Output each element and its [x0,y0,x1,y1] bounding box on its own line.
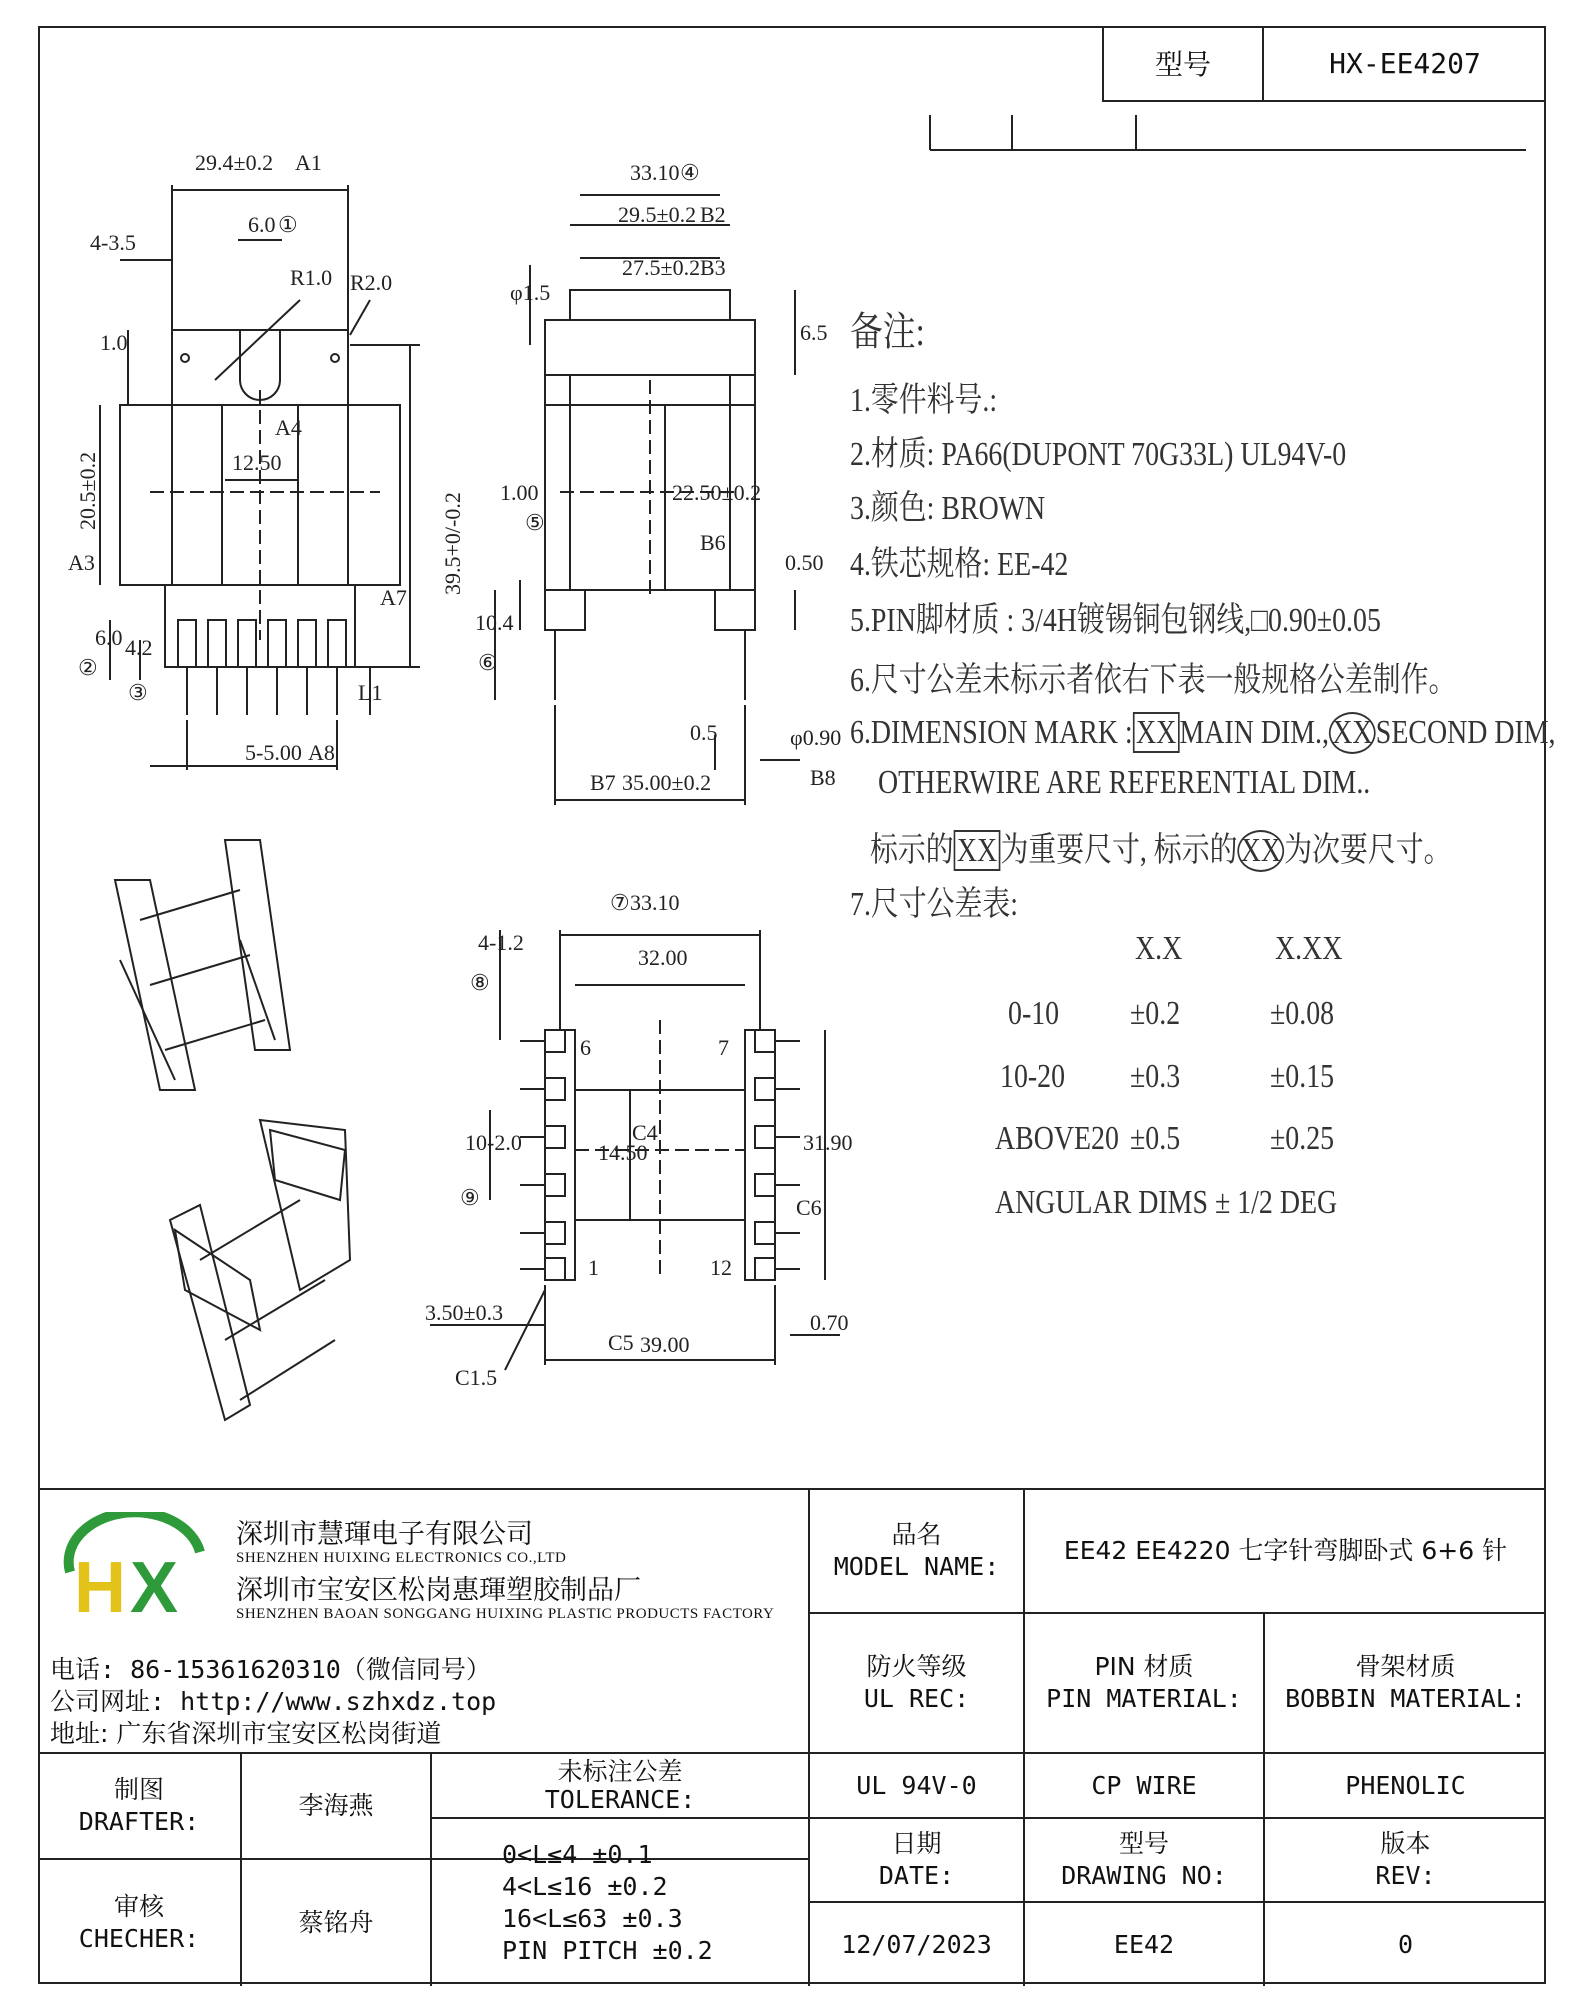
dim-20-5: 20.5±0.2 [75,451,100,530]
tol-header-xx: X.X [1135,930,1183,967]
note-6: 6.尺寸公差未标示者依右下表一般规格公差制作。 [850,662,1457,699]
note-2: 2.材质: PA66(DUPONT 70G33L) UL94V-0 [850,436,1347,473]
dim-l1: L1 [358,680,383,705]
dim-39-00: 39.00 [640,1332,690,1357]
tol-line-4: PIN PITCH ±0.2 [502,1935,713,1965]
dim-a1: A1 [295,150,322,175]
dim-c5b: C5 [608,1330,634,1355]
logo-x: X [130,1548,179,1622]
dim-27-5: 27.5±0.2 [622,255,701,280]
dim-b3: B3 [700,255,726,280]
note-6-en [850,712,1555,754]
drawing-no-label-cn: 型号 [1118,1829,1169,1858]
model-name-label [810,1490,1023,1612]
pin-7: 7 [718,1035,729,1060]
iso-view-1 [115,840,290,1090]
model-name-label-en: MODEL NAME: [833,1552,1000,1581]
drawing-no-label [1025,1819,1263,1901]
tol-row-3-xxx: ±0.25 [1270,1120,1335,1157]
dim-c8: ⑧ [470,970,490,995]
bobbin-label-en: BOBBIN MATERIAL: [1285,1684,1526,1713]
date-value: 12/07/2023 [841,1929,992,1959]
date-label-en: DATE: [878,1861,955,1890]
dim-phi1-5: φ1.5 [510,280,551,305]
dim-r1: R1.0 [290,265,333,290]
dim-5-5: 5-5.00 [245,740,302,765]
dim-c1: ① [278,212,298,237]
note-6-cn-c: 为次要尺寸。 [1284,832,1452,869]
second-dim-circle: XX [1329,712,1376,754]
bobbin-value: PHENOLIC [1345,1770,1466,1800]
dim-33-10b: 33.10 [630,890,680,915]
dim-a3: A3 [68,550,95,575]
dim-c1-5: C1.5 [455,1365,498,1390]
company-cn: 深圳市慧琿电子有限公司 [236,1519,533,1550]
note-7: 7.尺寸公差表: [850,886,1019,923]
factory-cn: 深圳市宝安区松岗惠琿塑胶制品厂 [236,1575,641,1606]
tol-header-xxx: X.XX [1275,930,1343,967]
checker-label-en: CHECHER: [78,1924,200,1953]
dim-10-2: 10-2.0 [465,1130,522,1155]
dim-29-4: 29.4±0.2 [195,150,274,175]
dim-29-5: 29.5±0.2 [618,202,697,227]
pin-value: CP WIRE [1091,1770,1197,1800]
tol-line-3: 16<L≤63 ±0.3 [502,1903,683,1933]
dim-c7: ⑦ [610,890,630,915]
note-3: 3.颜色: BROWN [850,490,1046,527]
note-4: 4.铁芯规格: EE-42 [850,546,1069,583]
tol-row-3-range: ABOVE20 [995,1120,1119,1157]
dim-c9: ⑨ [460,1185,480,1210]
bobbin-label-cn: 骨架材质 [1355,1652,1456,1681]
website: 公司网址: http://www.szhxdz.top [50,1687,497,1716]
dim-c6b: C6 [796,1195,822,1220]
tol-angular: ANGULAR DIMS ± 1/2 DEG [995,1184,1338,1221]
checker-name: 蔡铭舟 [298,1908,374,1937]
tol-row-2-xx: ±0.3 [1130,1058,1181,1095]
dim-39-5: 39.5+0/-0.2 [440,492,465,595]
model-name-text: EE42 EE4220 七字针弯脚卧式 6+6 针 [1063,1536,1508,1565]
dim-1-0: 1.0 [100,330,128,355]
model-header-label: 型号 [1104,26,1264,100]
note-1: 1.零件料号.: [850,382,998,419]
ul-label-en: UL REC: [863,1684,970,1713]
note-6-en-b: MAIN DIM., [1179,714,1329,751]
rev-label-cn: 版本 [1380,1829,1431,1858]
tolerance-label [432,1754,808,1817]
date-label [810,1819,1023,1901]
company-en: SHENZHEN HUIXING ELECTRONICS CO.,LTD [236,1550,567,1566]
rev-label [1265,1819,1546,1901]
drawing-no-value: EE42 [1113,1929,1175,1959]
model-name-value [1025,1490,1546,1612]
dim-0-70: 0.70 [810,1310,849,1335]
tol-row-3-xx: ±0.5 [1130,1120,1181,1157]
note-6-cn-b: 为重要尺寸, 标示的 [1000,832,1238,869]
tol-row-1-xxx: ±0.08 [1270,995,1335,1032]
pin-1: 1 [588,1255,599,1280]
dim-33-10: 33.10 [630,160,680,185]
dim-6-0: 6.0 [248,212,276,237]
tol-line-1: 0<L≤4 ±0.1 [502,1839,653,1869]
bobbin-material-label [1265,1614,1546,1752]
date-label-cn: 日期 [891,1829,942,1858]
drawing-no-label-en: DRAWING NO: [1061,1861,1227,1890]
note-6-cn-a: 标示的 [870,832,954,869]
address: 地址: 广东省深圳市宝安区松岗街道 [50,1719,442,1748]
drafter-label-cn: 制图 [113,1775,164,1804]
ul-label-cn: 防火等级 [866,1652,967,1681]
dim-6-0b: 6.0 [95,625,123,650]
dim-1-00: 1.00 [500,480,539,505]
tol-row-1-range: 0-10 [1008,995,1060,1032]
dim-c5: ⑤ [525,510,545,535]
checker-label-cn: 审核 [113,1892,164,1921]
dim-10-4: 10.4 [475,610,514,635]
dim-c6: ⑥ [478,650,498,675]
tolerance-label-en: TOLERANCE: [544,1784,696,1814]
note-6-en-c: SECOND DIM, [1375,714,1556,751]
dim-b7: B7 [590,770,616,795]
tolerance-label-cn: 未标注公差 [557,1756,683,1786]
dim-31-90: 31.90 [803,1130,853,1155]
dim-c2: ② [78,655,98,680]
model-name-label-cn: 品名 [891,1520,942,1549]
drafter-label [38,1754,240,1858]
model-header-value: HX-EE4207 [1329,46,1481,80]
dim-a4: A4 [275,415,302,440]
main-dim-box: XX [1133,712,1180,753]
note-6-en-a: 6.DIMENSION MARK : [850,714,1133,751]
iso-view-2 [170,1120,350,1420]
dim-b8: B8 [810,765,836,790]
tolerance-values [432,1819,808,1986]
dim-4-2: 4.2 [125,635,153,660]
pin-12: 12 [710,1255,732,1280]
dim-0-50: 0.50 [785,550,824,575]
dim-r2: R2.0 [350,270,393,295]
dim-3-50: 3.50±0.3 [425,1300,504,1325]
logo-h: H [74,1548,126,1622]
tol-row-2-range: 10-20 [1000,1058,1066,1095]
dim-4-1-2: 4-1.2 [478,930,524,955]
dim-b2: B2 [700,202,726,227]
ul-rec-label [810,1614,1023,1752]
dim-22-50: 22.50±0.2 [672,480,762,505]
phone: 电话: 86-15361620310（微信同号） [50,1655,491,1684]
rev-value: 0 [1397,1929,1414,1959]
pin-label-cn: PIN 材质 [1094,1652,1194,1681]
company-logo [50,1512,210,1622]
tol-line-2: 4<L≤16 ±0.2 [502,1871,668,1901]
pin-material-label [1025,1614,1263,1752]
revision-lines [930,115,1526,150]
dim-phi0-90: φ0.90 [790,725,842,750]
pin-6: 6 [580,1035,591,1060]
dim-4-3-5: 4-3.5 [90,230,136,255]
tol-row-1-xx: ±0.2 [1130,995,1181,1032]
note-6-en-2: OTHERWIRE ARE REFERENTIAL DIM.. [878,764,1371,801]
pin-label-en: PIN MATERIAL: [1046,1684,1242,1713]
dim-a8: A8 [308,740,335,765]
dim-12-50: 12.50 [232,450,282,475]
notes-title: 备注: [850,309,925,354]
drafter-label-en: DRAFTER: [78,1807,200,1836]
ul-value: UL 94V-0 [856,1770,977,1800]
main-dim-box-cn: XX [954,830,1001,871]
dim-6-5: 6.5 [800,320,828,345]
factory-en: SHENZHEN BAOAN SONGGANG HUIXING PLASTIC PRODUCTS FACTORY [236,1606,775,1622]
checker-label [38,1860,240,1986]
dim-14-50: 14.50 [598,1140,648,1165]
dim-c4: ④ [680,160,700,185]
second-dim-circle-cn: XX [1237,830,1284,872]
dim-a7: A7 [380,585,407,610]
dim-32-00: 32.00 [638,945,688,970]
dim-0-5: 0.5 [690,720,718,745]
note-6-cn [870,822,1452,872]
dim-c4b: C4 [632,1120,658,1145]
tol-row-2-xxx: ±0.15 [1270,1058,1335,1095]
title-block [38,1488,1546,1984]
drafter-name: 李海燕 [298,1791,374,1820]
dim-b6: B6 [700,530,726,555]
dim-35-00: 35.00±0.2 [622,770,712,795]
rev-label-en: REV: [1375,1861,1436,1890]
note-5: 5.PIN脚材质 : 3/4H镀锡铜包钢线,□0.90±0.05 [850,602,1381,639]
dim-c3: ③ [128,680,148,705]
